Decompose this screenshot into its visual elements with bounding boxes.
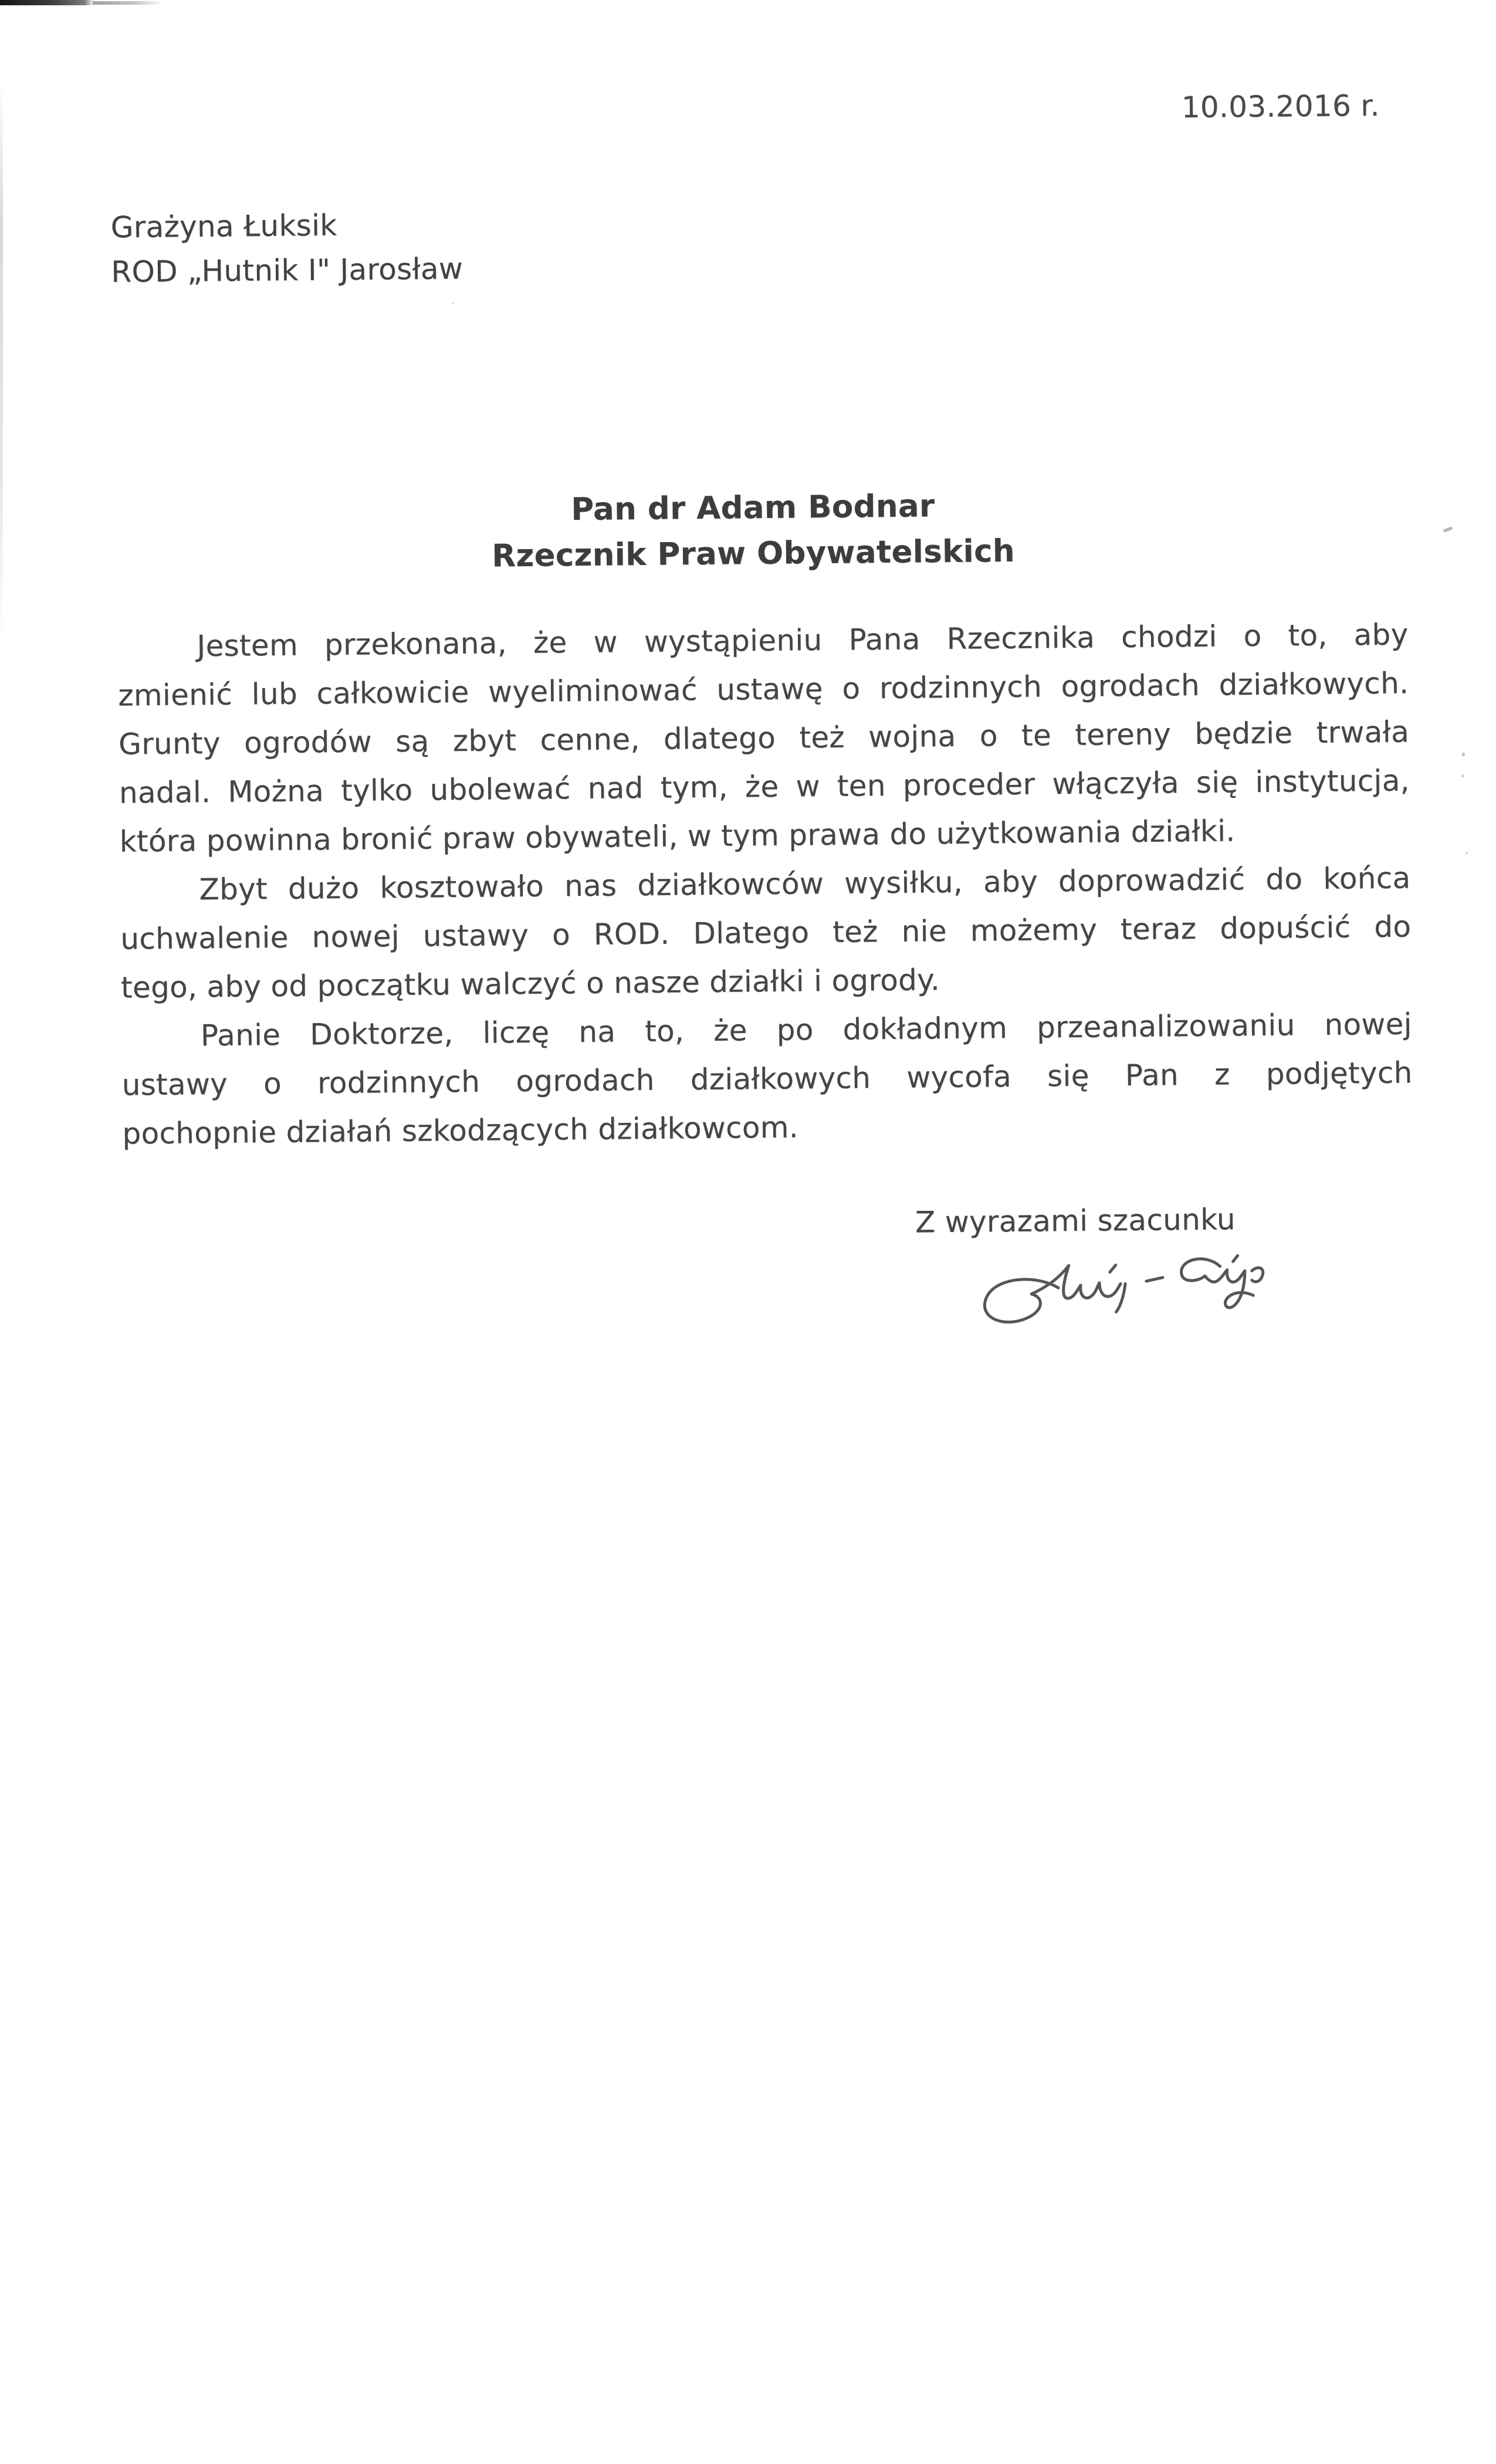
body-line: Jestem przekonana, że w wystąpieniu Pana Rzecznika chodzi o to, aby: [197, 617, 1409, 664]
paragraph-1: [117, 610, 1410, 866]
body-line: zmienić lub całkowicie wyeliminować ustawę o rodzinnych ogrodach działkowych.: [118, 666, 1409, 713]
body-line: ustawy o rodzinnych ogrodach działkowych wycofa się Pan z podjętych: [121, 1055, 1413, 1102]
body-line: uchwalenie nowej ustawy o ROD. Dlatego też nie możemy teraz dopuścić do: [120, 909, 1412, 956]
scan-artifact-top-smudge-light: [93, 1, 163, 5]
closing-salutation: Z wyrazami szacunku: [915, 1202, 1236, 1240]
body-line: nadal. Można tylko ubolewać nad tym, że w ten proceder włączyła się instytucja,: [119, 763, 1410, 810]
recipient-name: Pan dr Adam Bodnar: [570, 488, 935, 528]
letter-date: 10.03.2016 r.: [1181, 88, 1380, 125]
scan-artifact-top-smudge: [0, 0, 94, 5]
body-line: Panie Doktorze, liczę na to, że po dokładnym przeanalizowaniu nowej: [200, 1007, 1413, 1053]
body-line: pochopnie działań szkodzących działkowcom.: [122, 1110, 799, 1151]
body-line: tego, aby od początku walczyć o nasze działki i ogrody.: [120, 963, 940, 1005]
paragraph-3: [121, 1000, 1413, 1158]
sender-block: [110, 202, 463, 295]
sender-name: Grażyna Łuksik: [110, 208, 337, 245]
letter-body: [117, 610, 1413, 1158]
recipient-block: [5, 478, 1496, 584]
handwritten-signature: [971, 1248, 1265, 1342]
body-line: Grunty ogrodów są zbyt cenne, dlatego też wojna o te tereny będzie trwała: [118, 715, 1410, 761]
sender-organization: ROD „Hutnik I" Jarosław: [111, 251, 463, 289]
paragraph-2: [120, 854, 1412, 1012]
body-line: która powinna bronić praw obywateli, w tym prawa do użytkowania działki.: [119, 814, 1236, 859]
signature-icon: [971, 1248, 1265, 1342]
recipient-title: Rzecznik Praw Obywatelskich: [491, 533, 1016, 574]
body-line: Zbyt dużo kosztowało nas działkowców wysiłku, aby doprowadzić do końca: [199, 861, 1411, 907]
